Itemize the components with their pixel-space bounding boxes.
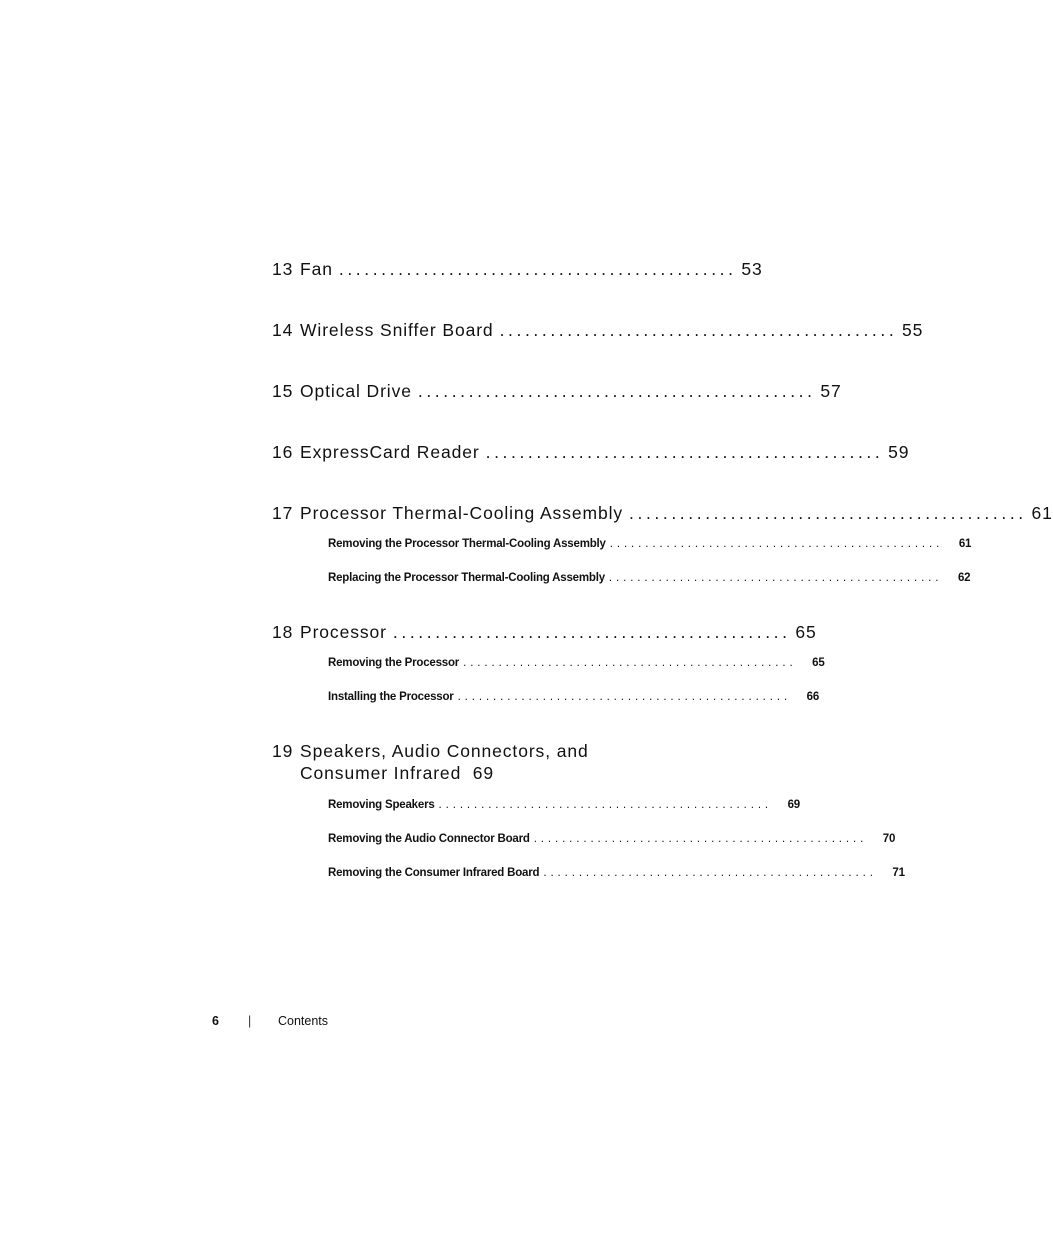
dot-leader: ............................................... [499, 320, 898, 340]
chapter-number: 14 [272, 320, 294, 340]
chapter-number: 17 [272, 503, 294, 523]
chapter-page: 69 [472, 763, 494, 783]
table-of-contents [272, 255, 1053, 898]
section-list [328, 654, 825, 722]
chapter-title: Fan [300, 259, 333, 279]
section-page: 62 [957, 572, 971, 584]
section-list [328, 535, 972, 603]
toc-section-link[interactable] [328, 864, 905, 898]
dot-leader: ............................................... [629, 503, 1027, 523]
toc-chapter-link[interactable] [272, 316, 924, 344]
toc-chapter-link[interactable] [272, 438, 910, 466]
section-page: 69 [787, 799, 801, 811]
section-title: Removing the Consumer Infrared Board [328, 867, 540, 879]
chapter-page: 61 [1031, 503, 1053, 523]
footer-page-number: 6 [212, 1014, 219, 1028]
toc-chapter-link[interactable] [272, 255, 763, 283]
toc-chapter-link[interactable] [272, 618, 817, 646]
dot-leader: ............................................... [608, 572, 943, 584]
chapter-page: 55 [902, 320, 924, 340]
dot-leader: ............................................... [392, 622, 791, 642]
section-page: 66 [806, 691, 820, 703]
section-title: Removing the Processor [328, 657, 460, 669]
toc-chapter-link[interactable] [272, 377, 842, 405]
toc-section-link[interactable] [328, 796, 801, 830]
toc-chapter-17 [272, 499, 1053, 603]
dot-leader: ............................................... [338, 259, 737, 279]
dot-leader: ............................................... [543, 867, 877, 879]
chapter-number: 16 [272, 442, 294, 462]
chapter-title: Processor Thermal-Cooling Assembly [300, 503, 624, 523]
dot-leader: ............................................... [533, 833, 868, 845]
dot-leader: ............................................... [609, 538, 944, 550]
dot-leader: ............................................... [438, 799, 773, 811]
section-page: 61 [958, 538, 972, 550]
chapter-number: 19 [272, 741, 294, 761]
chapter-number: 13 [272, 259, 294, 279]
toc-section-link[interactable] [328, 654, 825, 688]
toc-section-link[interactable] [328, 830, 896, 864]
section-title: Installing the Processor [328, 691, 454, 703]
dot-leader: ............................................... [463, 657, 797, 669]
toc-chapter-19 [272, 737, 905, 898]
chapter-title: Optical Drive [300, 381, 412, 401]
section-title: Removing Speakers [328, 799, 435, 811]
section-title: Removing the Audio Connector Board [328, 833, 530, 845]
toc-chapter-link[interactable] [272, 499, 1053, 527]
toc-section-link[interactable] [328, 535, 972, 569]
section-title: Removing the Processor Thermal-Cooling Assembly [328, 538, 606, 550]
section-page: 70 [882, 833, 896, 845]
footer-separator: | [248, 1014, 252, 1028]
section-page: 65 [812, 657, 825, 669]
toc-chapter-link[interactable] [272, 737, 668, 784]
section-title: Replacing the Processor Thermal-Cooling Assembly [328, 572, 605, 584]
toc-chapter-13 [272, 255, 763, 283]
dot-leader: ............................................... [457, 691, 792, 703]
chapter-title: ExpressCard Reader [300, 442, 480, 462]
chapter-page: 53 [741, 259, 763, 279]
chapter-title: Wireless Sniffer Board [300, 320, 494, 340]
dot-leader: ............................................... [417, 381, 816, 401]
page-footer [212, 1014, 328, 1028]
chapter-title: Speakers, Audio Connectors, and Consumer Infrared [300, 741, 589, 783]
toc-section-link[interactable] [328, 688, 820, 722]
footer-label: Contents [278, 1014, 329, 1028]
chapter-number: 15 [272, 381, 294, 401]
chapter-page: 59 [888, 442, 910, 462]
toc-section-link[interactable] [328, 569, 971, 603]
toc-chapter-16 [272, 438, 910, 466]
chapter-title: Processor [300, 622, 387, 642]
chapter-title-wrap [300, 737, 668, 784]
toc-chapter-14 [272, 316, 924, 344]
chapter-number: 18 [272, 622, 294, 642]
section-list [328, 796, 905, 898]
chapter-page: 65 [795, 622, 817, 642]
toc-chapter-15 [272, 377, 842, 405]
dot-leader: ............................................... [485, 442, 884, 462]
section-page: 71 [892, 867, 905, 879]
chapter-page: 57 [820, 381, 842, 401]
toc-chapter-18 [272, 618, 825, 722]
